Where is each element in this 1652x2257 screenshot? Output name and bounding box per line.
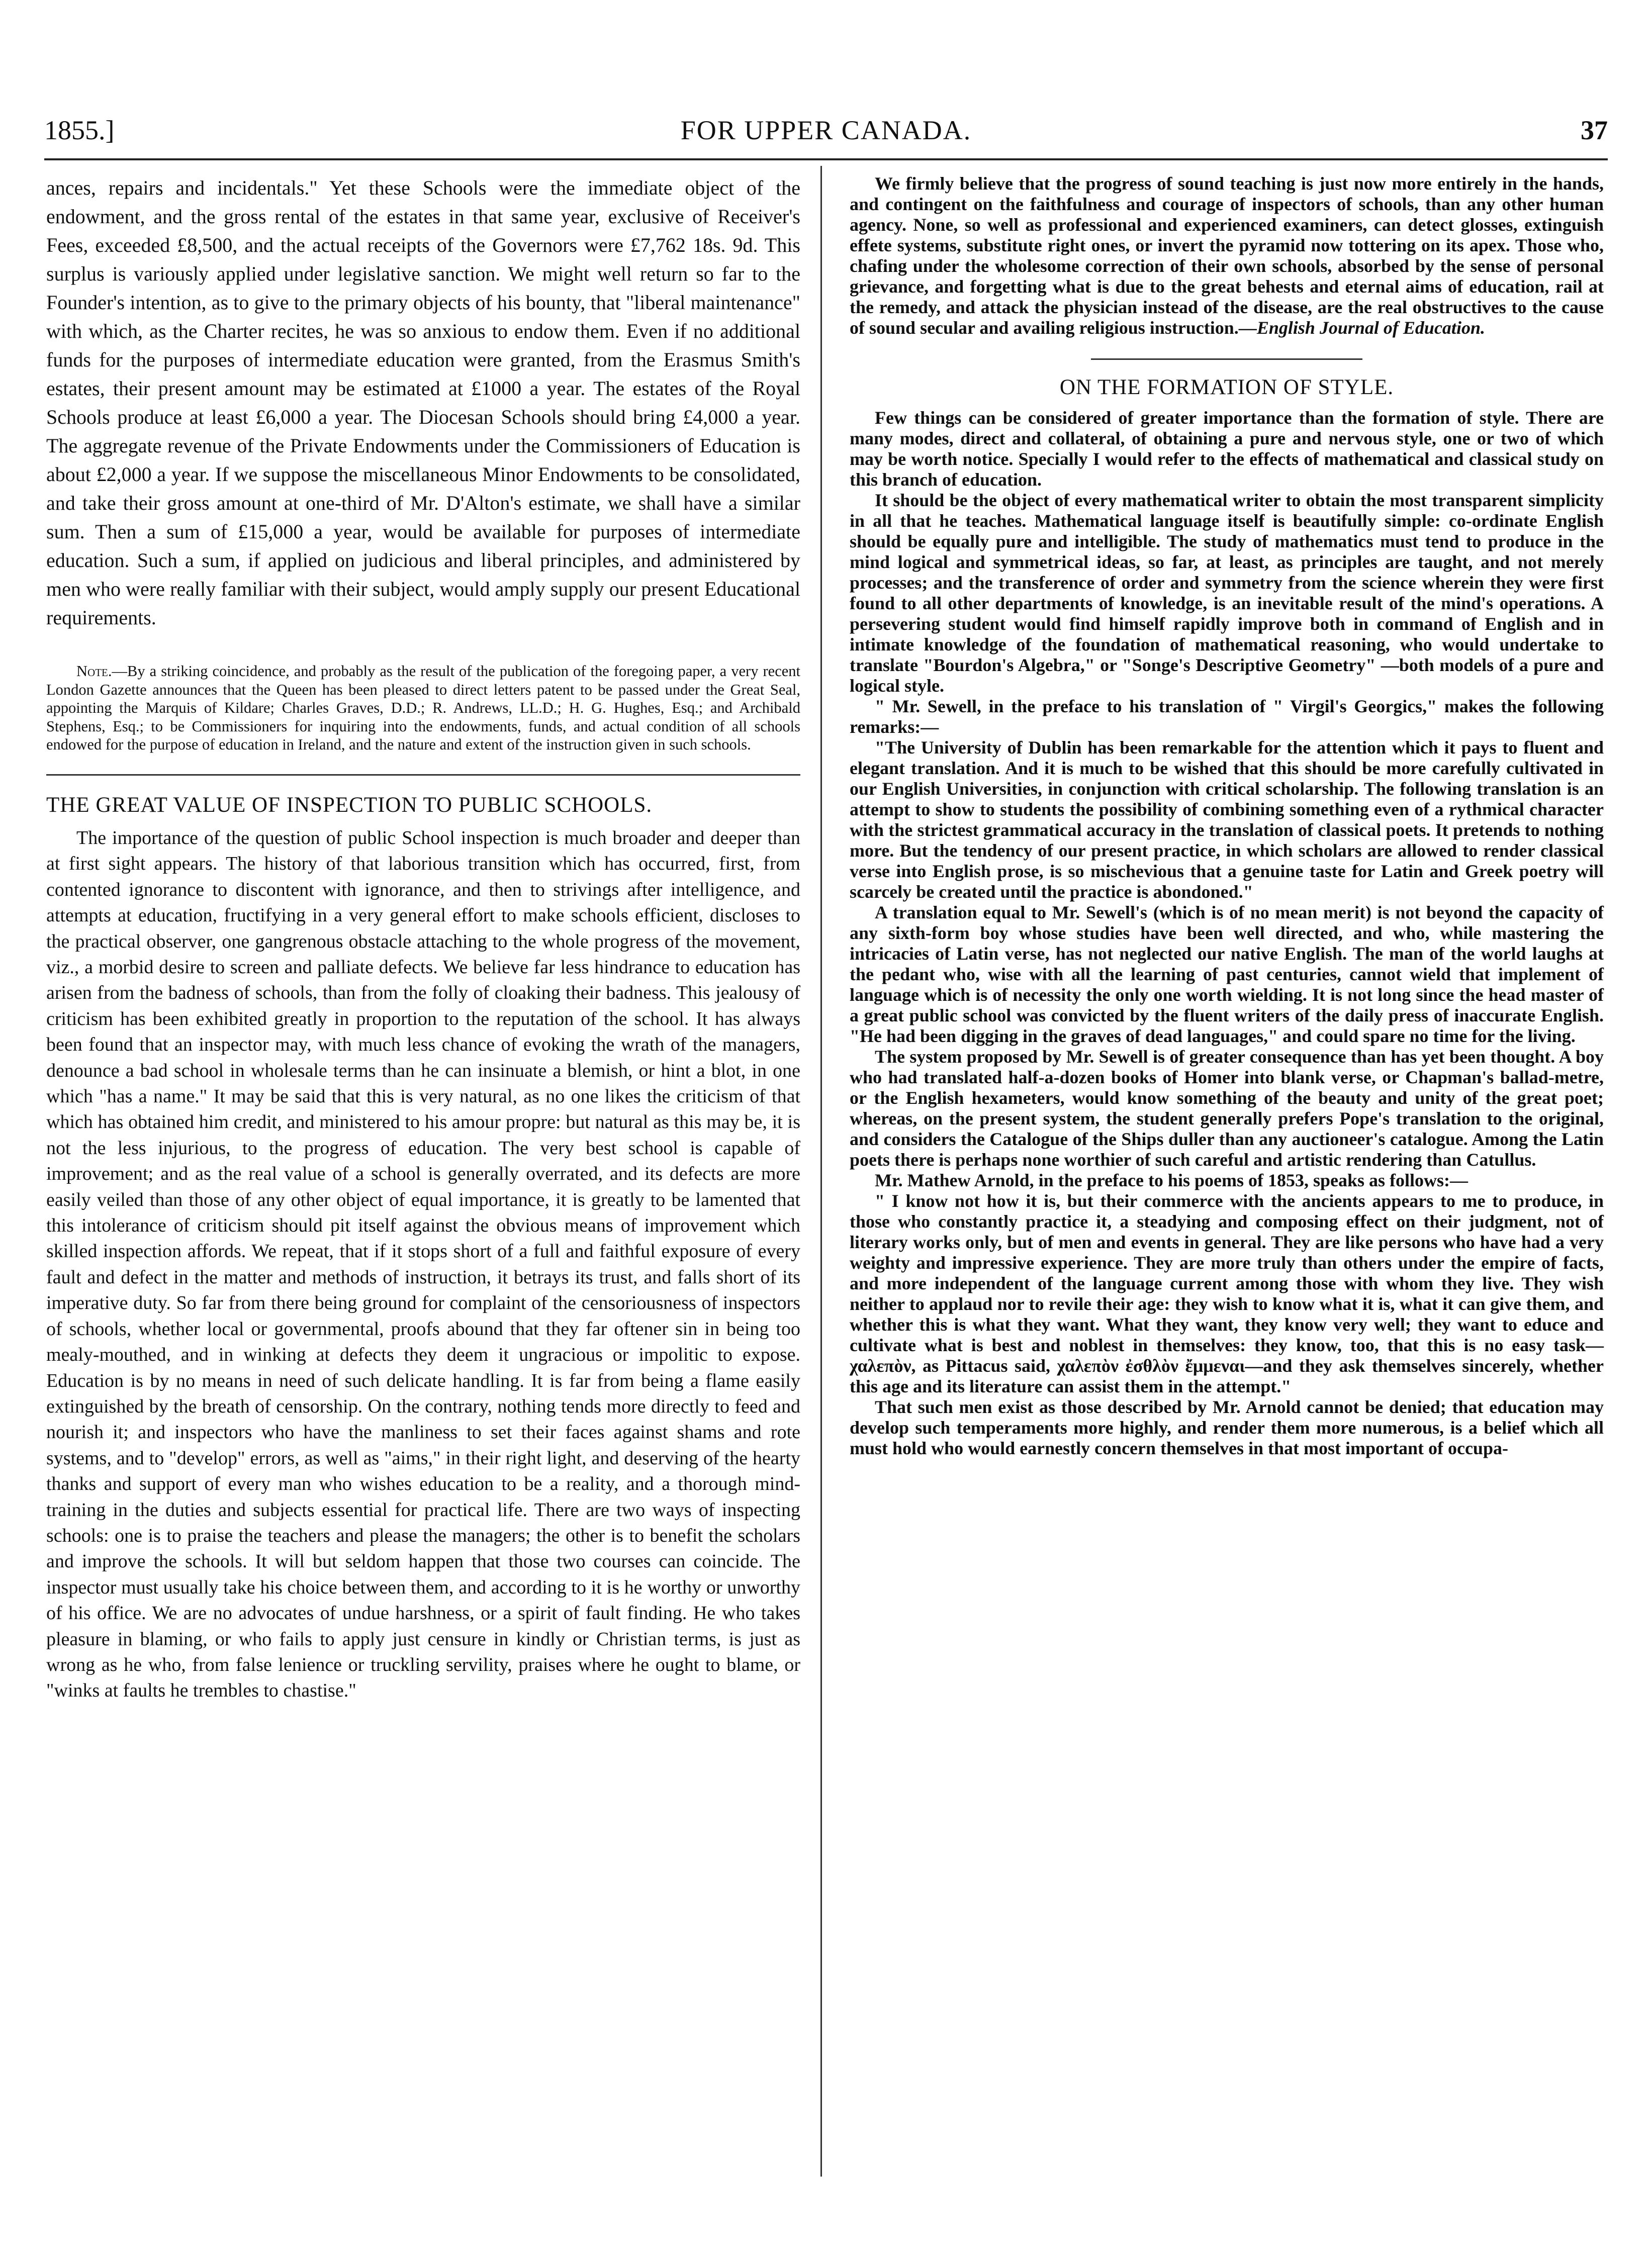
- page-number: 37: [1581, 115, 1608, 145]
- conclusion-text: We firmly believe that the progress of sound teaching is just now more entirely in the hands, and contingent on the faithfulness and courage of inspectors of schools, than any other human agency. None, so well as professional and experienced examiners, can detect glosses, extinguish effete systems, substitute right ones, or invert the pyramid now tottering on its apex. Those who, chafing under the wholesome correction of their own schools, absorbed by the sense of personal grievance, and forgetting what is due to the great behests and eternal aims of education, rail at the remedy, and attack the physician instead of the disease, are the real obstructives to the cause of sound secular and availing religious instruction.—: [850, 173, 1604, 338]
- header-title: FOR UPPER CANADA.: [680, 115, 972, 145]
- note-paragraph: [46, 662, 800, 754]
- column-divider: [820, 166, 822, 2177]
- note-label: Note.: [76, 663, 112, 680]
- article-paragraph: The importance of the question of public School inspection is much broader and deeper than at first sight appears. The history of that laborious transition which has occurred, first, from contented ignorance to discontent with ignorance, and then to strivings after intelligence, and attempts at education, fructifying in a very general effort to make schools efficient, discloses to the practical observer, one gangrenous obstacle attaching to the whole progress of the movement, viz., a morbid desire to screen and palliate defects. We believe far less hindrance to education has arisen from the badness of schools, than from the folly of cloaking their badness. This jealousy of criticism has been exhibited greatly in proportion to the reputation of the school. It has always been found that an inspector may, with much less chance of evoking the wrath of the managers, denounce a bad school in wholesale terms than he can insinuate a blemish, or hint a blot, in one which "has a name." It may be said that this is very natural, as no one likes the criticism of that which has obtained him credit, and ministered to his amour propre: but natural as this may be, it is not the less injurious, to the progress of education. The very best school is capable of improvement; and as the real value of a school is generally overrated, and its defects are more easily veiled than those of any other object of equal importance, it is greatly to be lamented that this intolerance of criticism should pit itself against the obvious means of improvement which skilled inspection affords. We repeat, that if it stops short of a full and faithful exposure of every fault and defect in the matter and methods of instruction, it betrays its trust, and falls short of its imperative duty. So far from there being ground for complaint of the censoriousness of inspectors of schools, whether local or governmental, proofs abound that they far oftener sin in being too mealy-mouthed, and in winking at defects they deem it ungracious or impolitic to expose. Education is by no means in need of such delicate handling. It is far from being a flame easily extinguished by the breath of censorship. On the contrary, nothing tends more directly to feed and nourish it; and inspectors who have the manliness to set their faces against shams and rote systems, and to "develop" errors, as well as "aims," in their right light, and deserving of the hearty thanks and support of every man who wishes education to be a reality, and a thorough mind-training in the duties and subjects essential for practical life. There are two ways of inspecting schools: one is to praise the teachers and please the managers; the other is to benefit the scholars and improve the schools. It will but seldom happen that those two courses can coincide. The inspector must usually take his choice between them, and according to it is he worthy or unworthy of his office. We are no advocates of undue harshness, or a spirit of fault finding. He who takes pleasure in blaming, or who fails to apply just censure in kindly or Christian terms, is just as wrong as he who, from false lenience or truckling servility, praises where he ought to blame, or "winks at faults he trembles to chastise.": [46, 827, 800, 1702]
- continued-paragraph: [46, 173, 800, 632]
- style-quote: " I know not how it is, but their commerce with the ancients appears to me to produce, in those who constantly practice it, a steadying and composing effect on their judgment, not of literary works only, but of men and events in general. They are like persons who have had a very weighty and impressive experience. They are more truly than others under the empire of facts, and more independent of the language current among those with whom they live. They wish neither to applaud nor to revile their age: they wish to know what it is, what it can give them, and whether this is what they want. What they want, they know very well; they want to educe and cultivate what is best and noblest in themselves: they know, too, that this is no easy task— χαλεπὸν, as Pittacus said, χαλεπὸν ἐσθλὸν ἔμμεναι—and they ask themselves sincerely, whether this age and its literature can assist them in the attempt.": [850, 1191, 1604, 1396]
- inspection-conclusion: [850, 173, 1604, 338]
- intro-text: ances, repairs and incidentals." Yet these Schools were the immediate object of the endowment, and the gross rental of the estates in that same year, exclusive of Receiver's Fees, exceeded £8,500, and the actual receipts of the Governors were £7,762 18s. 9d. This surplus is variously applied under legislative sanction. We might well return so far to the Founder's intention, as to give to the primary objects of his bounty, that "liberal maintenance" with which, as the Charter recites, he was so anxious to endow them. Even if no additional funds for the purposes of intermediate education were granted, from the Erasmus Smith's estates, their present amount may be estimated at £1000 a year. The estates of the Royal Schools produce at least £6,000 a year. The Diocesan Schools should bring £4,000 a year. The aggregate revenue of the Private Endowments under the Commissioners of Education is about £2,000 a year. If we suppose the miscellaneous Minor Endowments to be consolidated, and take their gross amount at one-third of Mr. D'Alton's estimate, we shall have a similar sum. Then a sum of £15,000 a year, would be available for purposes of intermediate education. Such a sum, if applied on judicious and liberal principles, and administered by men who were really familiar with their subject, would amply supply our present Educational requirements.: [46, 176, 800, 629]
- section-rule: [46, 774, 800, 776]
- style-paragraph: The system proposed by Mr. Sewell is of greater consequence than has yet been thought. A boy who had translated half-a-dozen books of Homer into blank verse, or Chapman's ballad-metre, or the English hexameters, would know something of the beauty and unity of the great poet; whereas, on the present system, the student generally prefers Pope's translation to the original, and considers the Catalogue of the Ships duller than any auctioneer's catalogue. Among the Latin poets there is perhaps none worthier of such careful and artistic rendering than Catullus.: [850, 1047, 1604, 1170]
- style-paragraph: A translation equal to Mr. Sewell's (which is of no mean merit) is not beyond the capacity of any sixth-form boy whose studies have been well directed, and who, while mastering the intricacies of Latin verse, has not neglected our native English. The man of the world laughs at the pedant who, wise with all the learning of past centuries, cannot wield that implement of language which is of necessity the only one worth wielding. It is not long since the head master of a great public school was convicted by the fluent writers of the daily press of inaccurate English. "He had been digging in the graves of dead languages," and could spare no time for the living.: [850, 902, 1604, 1046]
- style-paragraph: Mr. Mathew Arnold, in the preface to his poems of 1853, speaks as follows:—: [875, 1170, 1468, 1190]
- style-paragraph: It should be the object of every mathematical writer to obtain the most transparent simplicity in all that he teaches. Mathematical language itself is beautifully simple: co-ordinate English should be equally pure and intelligible. The study of mathematics must tend to produce in the mind logical and symmetrical ideas, so far, at least, as principles are taught, and not merely processes; and the transference of order and symmetry from the science wherein they were first found to all other departments of knowledge, is an inevitable result of the mind's operations. A persevering student would find himself rapidly improve both in command of English and in intimate knowledge of the foundation of mathematical reasoning, who would undertake to translate "Bourdon's Algebra," or "Songe's Descriptive Geometry" —both models of a pure and logical style.: [850, 490, 1604, 696]
- style-heading: ON THE FORMATION OF STYLE.: [1059, 375, 1394, 399]
- header-rule: [44, 158, 1608, 160]
- article-body: [46, 825, 800, 1704]
- style-paragraph: That such men exist as those described by Mr. Arnold cannot be denied; that education may develop such temperaments more highly, and render them more numerous, is a belief which all must hold who would earnestly concern themselves in that most important of occupa-: [850, 1397, 1604, 1458]
- source-citation: English Journal of Education.: [1256, 318, 1485, 338]
- note-text: —By a striking coincidence, and probably as the result of the publication of the foregoing paper, a very recent London Gazette announces that the Queen has been pleased to direct letters patent to be passed under the Great Seal, appointing the Marquis of Kildare; Charles Graves, D.D.; R. Andrews, LL.D.; H. G. Hughes, Esq.; and Archibald Stephens, Esq.; to be Commissioners for inquiring into the endowments, funds, and actual condition of all schools endowed for the purpose of education in Ireland, and the nature and extent of the instruction given in such schools.: [46, 663, 800, 754]
- style-quote: "The University of Dublin has been remarkable for the attention which it pays to fluent and elegant translation. And it is much to be wished that this should be more carefully cultivated in our English Universities, in conjunction with critical scholarship. The following translation is an attempt to show to students the possibility of combining something even of a rythmical character with the strictest grammatical accuracy in the translation of classical poets. It pretends to nothing more. But the tendency of our present practice, in which scholars are allowed to render classical verse into English prose, is so mischevious that a genuine taste for Latin and Greek poetry will scarcely be created until the practice is abondoned.": [850, 737, 1604, 902]
- left-column: [46, 173, 800, 1704]
- running-header: [44, 115, 1608, 160]
- note-block: [46, 662, 800, 754]
- header-year: 1855.]: [44, 115, 115, 145]
- conclusion-paragraph: [850, 173, 1604, 338]
- style-article-body: [850, 408, 1604, 1459]
- section-rule-right: [1091, 358, 1362, 360]
- style-paragraph: Few things can be considered of greater importance than the formation of style. There are many modes, direct and collateral, of obtaining a pure and nervous style, one or two of which may be worth notice. Specially I would refer to the effects of mathematical and classical study on this branch of education.: [850, 408, 1604, 490]
- right-column: [850, 173, 1604, 1459]
- article-heading: THE GREAT VALUE OF INSPECTION TO PUBLIC SCHOOLS.: [46, 793, 653, 817]
- style-paragraph: " Mr. Sewell, in the preface to his translation of " Virgil's Georgics," makes the following remarks:—: [850, 696, 1604, 737]
